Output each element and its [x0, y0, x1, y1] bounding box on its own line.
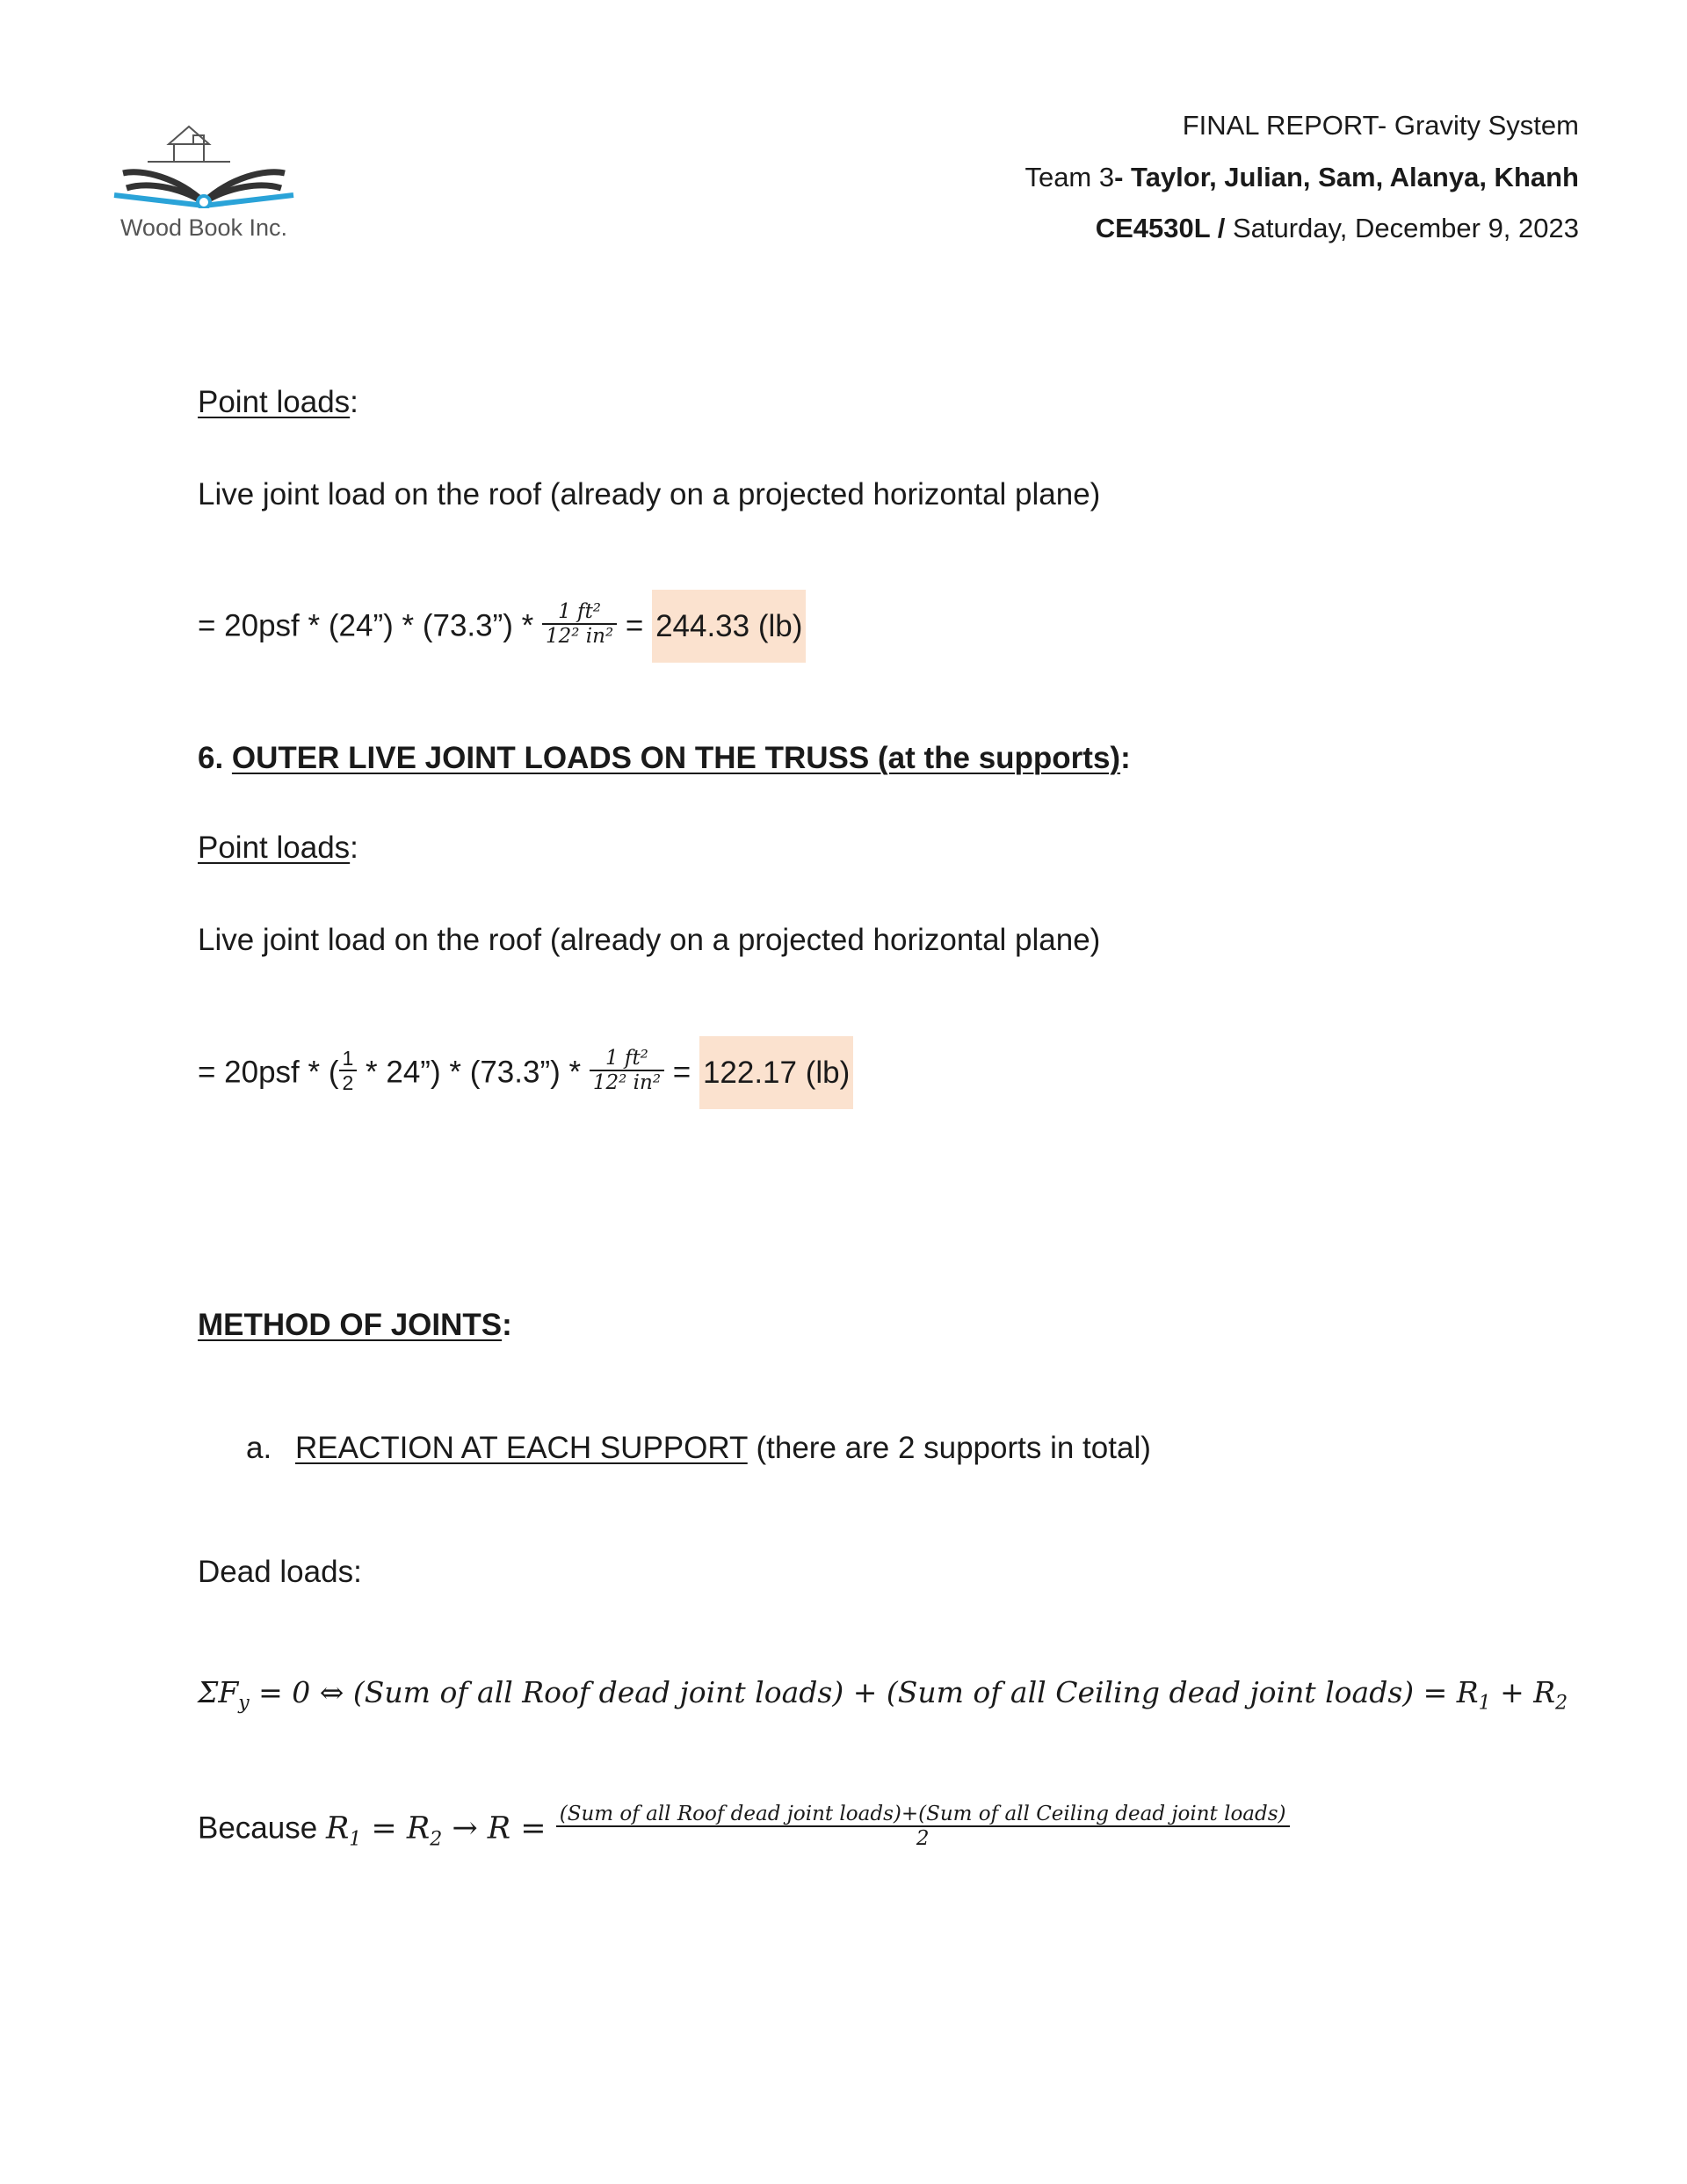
logo-text: Wood Book Inc. — [119, 214, 288, 241]
list-marker: a. — [246, 1431, 272, 1465]
half-fraction: $\frac{1}{2}$ — [339, 1047, 358, 1095]
report-title: FINAL REPORT- Gravity System — [1182, 110, 1579, 141]
unit-conversion-fraction: $\frac{\text{1 ft²}}{\text{12² in²}}$ — [542, 600, 617, 649]
point-loads-heading: Point loads: — [198, 385, 358, 419]
point-loads-heading-2: Point loads: — [198, 831, 358, 865]
result-highlight-2: 122.17 (lb) — [699, 1036, 853, 1109]
equilibrium-equation: $\Sigma F_y = 0$ ⇔ (Sum of all Roof dead joint loads) + (Sum of all Ceiling dead joint loads) = $R_1 + R_2$ — [198, 1675, 1568, 1715]
logo — [107, 107, 300, 239]
live-load-description-2: Live joint load on the roof (already on a projected horizontal plane) — [198, 923, 1101, 957]
live-load-formula: = 20psf * (24”) * (73.3”) * $\frac{\text{1 ft²}}{\text{12² in²}}$ = 244.33 (lb) — [198, 604, 806, 652]
result-highlight: 244.33 (lb) — [652, 590, 806, 663]
team-line: Team 3- Taylor, Julian, Sam, Alanya, Khanh — [1025, 162, 1579, 192]
because-equation: Because $R_1 = R_2 \to R$ = (Sum of all Roof dead joint loads)+(Sum of all Ceiling dead joint loads) 2 — [198, 1806, 1290, 1854]
method-of-joints-heading: METHOD OF JOINTS: — [198, 1308, 512, 1342]
live-load-description: Live joint load on the roof (already on a projected horizontal plane) — [198, 477, 1101, 512]
dead-loads-label: Dead loads: — [198, 1555, 362, 1589]
reaction-fraction: (Sum of all Roof dead joint loads)+(Sum of all Ceiling dead joint loads) 2 — [556, 1803, 1290, 1851]
course-date-line: CE4530L / Saturday, December 9, 2023 — [1095, 213, 1579, 243]
open-book-house-logo-icon — [107, 107, 300, 208]
unit-conversion-fraction-2: $\frac{\text{1 ft²}}{\text{12² in²}}$ — [590, 1047, 664, 1095]
outer-live-load-formula: = 20psf * ( $\frac{1}{2}$ * 24”) * (73.3”) * $\frac{\text{1 ft²}}{\text{12² in²}}$ = 122.17 (lb) — [198, 1050, 853, 1099]
section-6-heading: 6. OUTER LIVE JOINT LOADS ON THE TRUSS (at the supports): — [198, 741, 1131, 775]
list-item-reaction: a. REACTION AT EACH SUPPORT (there are 2 supports in total) — [246, 1431, 1151, 1465]
